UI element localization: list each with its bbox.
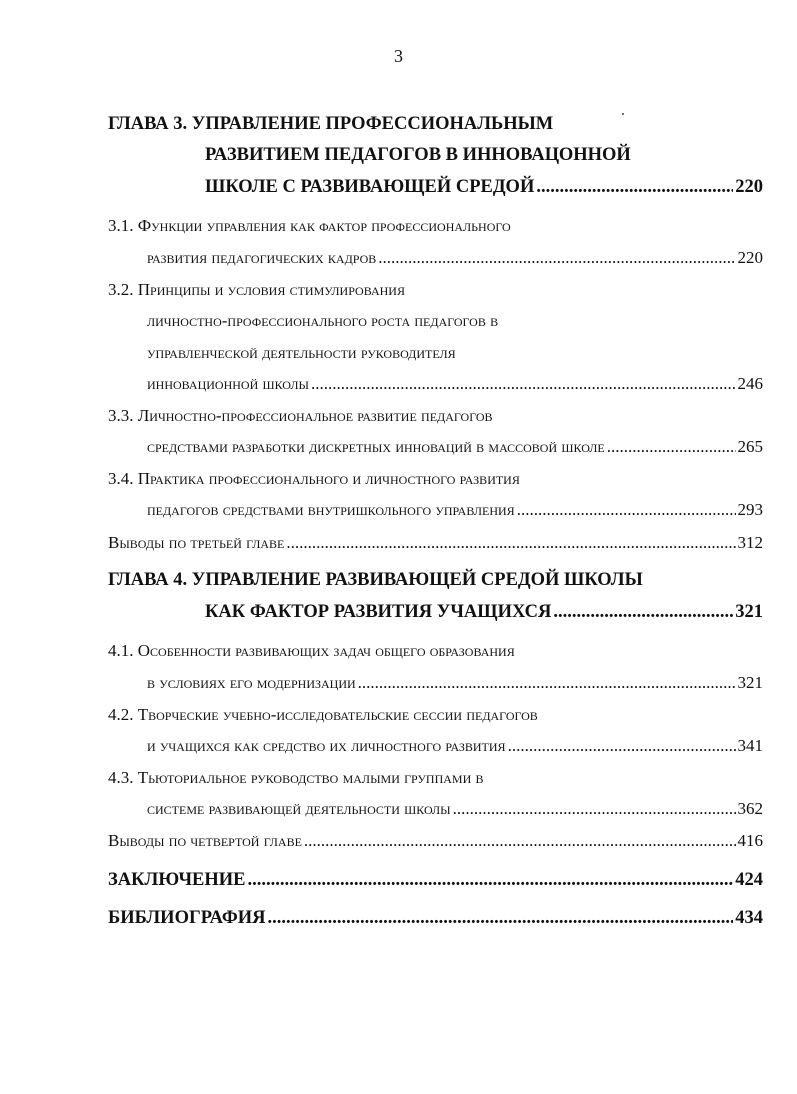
bibliography-label: БИБЛИОГРАФИЯ [108, 908, 266, 928]
leader-dots [607, 432, 736, 462]
bibliography-page: 434 [735, 908, 763, 928]
leader-dots [553, 597, 733, 627]
leader-dots [268, 903, 734, 933]
section-4-2-title-line-2: и учащихся как средство их личностного развития [147, 736, 506, 755]
section-3-2-entry[interactable] [147, 369, 763, 399]
section-3-3-entry[interactable] [147, 432, 763, 462]
chapter-4-conclusions-entry[interactable] [108, 826, 763, 856]
section-4-2-title-line-1: 4.2. Творческие учебно-исследовательские сессии педагогов [108, 705, 538, 724]
section-4-3-entry[interactable] [147, 794, 763, 824]
section-3-1-title-line-2: развития педагогических кадров [147, 248, 377, 267]
section-4-3-title-line-2: системе развивающей деятельности школы [147, 799, 451, 818]
chapter-3-entry[interactable] [205, 172, 763, 202]
leader-dots [517, 495, 736, 525]
chapter-4-entry[interactable] [205, 597, 763, 627]
section-3-1-page: 220 [737, 248, 763, 267]
section-4-3-page: 362 [737, 799, 763, 818]
chapter-4-conclusions-page: 416 [737, 831, 763, 850]
section-4-1-title-line-1: 4.1. Особенности развивающих задач общего образования [108, 641, 515, 660]
section-3-3-title-line-1: 3.3. Личностно-профессиональное развитие педагогов [108, 406, 493, 425]
chapter-4-conclusions-label: Выводы по четвертой главе [108, 831, 302, 850]
page-number: 3 [394, 46, 403, 66]
section-3-4-title-line-1: 3.4. Практика профессионального и личностного развития [108, 469, 520, 488]
chapter-3-conclusions-entry[interactable] [108, 528, 763, 558]
leader-dots [304, 826, 736, 856]
leader-dots [453, 794, 736, 824]
section-3-3-title-line-2: средствами разработки дискретных инноваций в массовой школе [147, 437, 605, 456]
chapter-3-title-line-3: ШКОЛЕ С РАЗВИВАЮЩЕЙ СРЕДОЙ [205, 177, 535, 197]
section-4-2-page: 341 [737, 736, 763, 755]
chapter-3-conclusions-page: 312 [737, 533, 763, 552]
section-3-1-title-line-1: 3.1. Функции управления как фактор профессионального [108, 216, 511, 235]
leader-dots [311, 369, 736, 399]
chapter-4-page: 321 [735, 602, 763, 622]
conclusion-label: ЗАКЛЮЧЕНИЕ [108, 870, 246, 890]
section-3-2-title-line-2: личностно-профессионального роста педагогов в [147, 311, 499, 330]
section-3-3-page: 265 [737, 437, 763, 456]
section-4-1-page: 321 [737, 673, 763, 692]
chapter-3-page: 220 [735, 177, 763, 197]
section-3-2-page: 246 [737, 374, 763, 393]
section-4-1-title-line-2: в условиях его модернизации [147, 673, 356, 692]
chapter-3-conclusions-label: Выводы по третьей главе [108, 533, 285, 552]
section-3-2-title-line-3: управленческой деятельности руководителя [147, 343, 456, 362]
section-4-1-entry[interactable] [147, 668, 763, 698]
section-3-1-entry[interactable] [147, 243, 763, 273]
section-3-4-entry[interactable] [147, 495, 763, 525]
chapter-4-title-line-2: КАК ФАКТОР РАЗВИТИЯ УЧАЩИХСЯ [205, 602, 552, 622]
chapter-4-title-line-1: ГЛАВА 4. УПРАВЛЕНИЕ РАЗВИВАЮЩЕЙ СРЕДОЙ ШКОЛЫ [108, 570, 643, 590]
conclusion-page: 424 [735, 870, 763, 890]
leader-dots [536, 172, 733, 202]
chapter-3-title-line-1: ГЛАВА 3. УПРАВЛЕНИЕ ПРОФЕССИОНАЛЬНЫМ [108, 114, 554, 134]
chapter-3-title-line-2: РАЗВИТИЕМ ПЕДАГОГОВ В ИННОВАЦОННОЙ [205, 145, 631, 165]
leader-dots [378, 243, 735, 273]
section-4-2-entry[interactable] [147, 731, 763, 761]
leader-dots [248, 865, 734, 895]
section-3-2-title-line-4: инновационной школы [147, 374, 309, 393]
section-3-4-page: 293 [737, 500, 763, 519]
leader-dots [508, 731, 736, 761]
section-3-2-title-line-1: 3.2. Принципы и условия стимулирования [108, 280, 405, 299]
section-4-3-title-line-1: 4.3. Тьюториальное руководство малыми группами в [108, 768, 484, 787]
conclusion-entry[interactable] [108, 865, 763, 895]
section-3-4-title-line-2: педагогов средствами внутришкольного управления [147, 500, 515, 519]
leader-dots [358, 668, 736, 698]
bibliography-entry[interactable] [108, 903, 763, 933]
leader-dots [286, 528, 735, 558]
